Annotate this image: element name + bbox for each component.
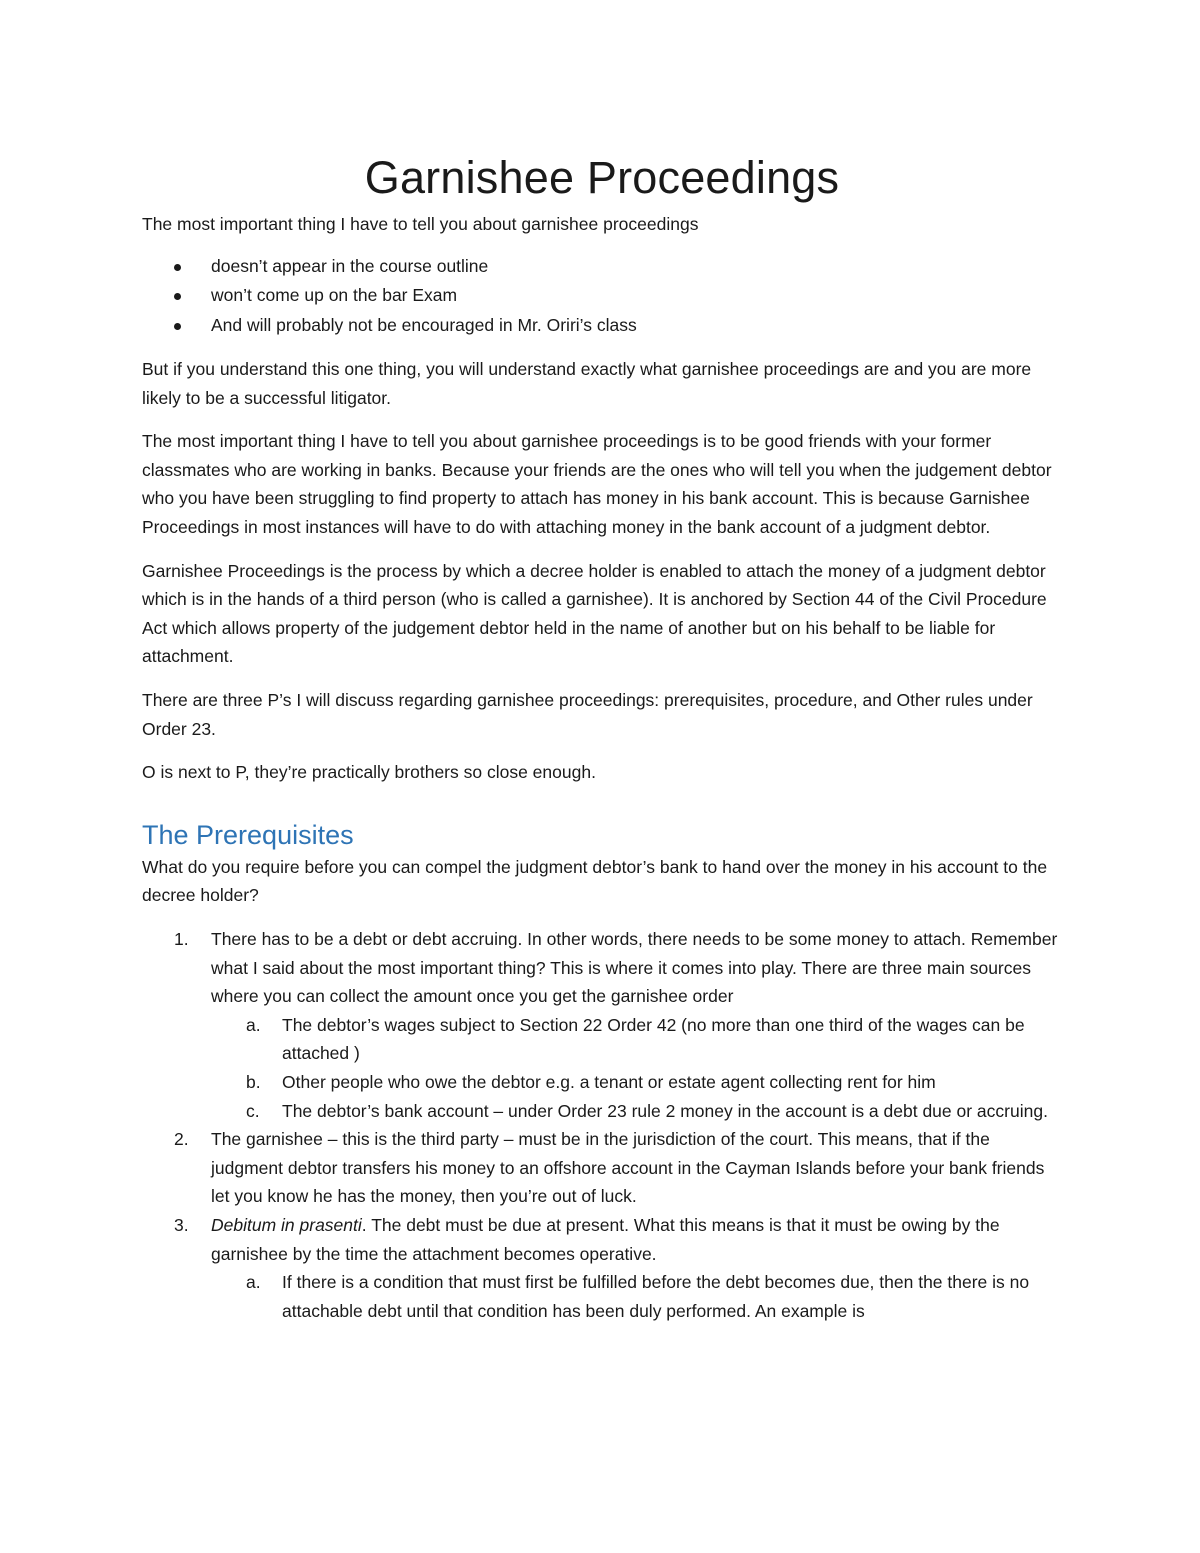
bullet-text: And will probably not be encouraged in Mr. Oriri’s class — [211, 314, 637, 335]
body-paragraph: O is next to P, they’re practically brothers so close enough. — [142, 762, 596, 783]
bullet-list — [142, 252, 1062, 341]
section-heading: The Prerequisites — [142, 819, 354, 850]
sub-list-text: Other people who owe the debtor e.g. a tenant or estate agent collecting rent for him — [282, 1071, 936, 1092]
body-paragraph: But if you understand this one thing, you will understand exactly what garnishee proceedings are and you are more likely to be a successful litigator. — [142, 359, 1032, 408]
sub-list-text: If there is a condition that must first be fulfilled before the debt becomes due, then the there is no attachable debt until that condition has been duly performed. An example is — [282, 1272, 1030, 1321]
document-title: Garnishee Proceedings — [364, 152, 840, 203]
sub-list-item — [211, 1011, 1062, 1068]
body-paragraph: The most important thing I have to tell you about garnishee proceedings is to be good friends with your former classmates who are working in banks. Because your friends are the ones who will tell you when the judgement debtor who you have been struggling to find property to attach has money in his bank account. This is because Garnishee Proceedings in most instances will have to do with attaching money in the bank account of a judgment debtor. — [142, 431, 1052, 538]
document-body — [142, 150, 1062, 1325]
sub-list-item — [211, 1068, 1062, 1097]
sub-list-text: The debtor’s wages subject to Section 22 Order 42 (no more than one third of the wages can be attached ) — [282, 1014, 1025, 1064]
list-item — [142, 925, 1062, 1125]
bullet-dot-icon — [174, 323, 181, 330]
sub-list-item — [211, 1097, 1062, 1126]
bullet-item — [142, 252, 1062, 282]
sub-list — [211, 1011, 1062, 1125]
bullet-item — [142, 281, 1062, 311]
latin-term: Debitum in prasenti — [211, 1214, 362, 1235]
list-item — [142, 1211, 1062, 1325]
intro-paragraph: The most important thing I have to tell you about garnishee proceedings — [142, 214, 699, 234]
section-question: What do you require before you can compel the judgment debtor’s bank to hand over the money in his account to the decree holder? — [142, 856, 1048, 906]
bullet-item — [142, 311, 1062, 341]
list-item-text: The garnishee – this is the third party – must be in the jurisdiction of the court. This means, that if the judgment debtor transfers his money to an offshore account in the Cayman Islands before your bank friends let you know he has the money, then you’re out of luck. — [211, 1129, 1045, 1207]
sub-list-letter: a. — [246, 1014, 261, 1035]
bullet-dot-icon — [174, 293, 181, 300]
body-paragraph: Garnishee Proceedings is the process by which a decree holder is enabled to attach the money of a judgment debtor which is in the hands of a third person (who is called a garnishee). It is anchored by Section 44 of the Civil Procedure Act which allows property of the judgement debtor held in the name of another but on his behalf to be liable for attachment. — [142, 560, 1047, 667]
bullet-dot-icon — [174, 264, 181, 271]
sub-list-letter: a. — [246, 1272, 261, 1293]
body-paragraph: There are three P’s I will discuss regarding garnishee proceedings: prerequisites, procedure, and Other rules under Order 23. — [142, 690, 1033, 739]
list-item-text: . The debt must be due at present. What this means is that it must be owing by the garnishee by the time the attachment becomes operative. — [211, 1214, 1000, 1264]
list-number: 2. — [174, 1129, 189, 1150]
list-item — [142, 1125, 1062, 1211]
list-item-text: There has to be a debt or debt accruing. In other words, there needs to be some money to attach. Remember what I said about the most important thing? This is where it comes into play. There are three main sources where you can collect the amount once you get the garnishee order — [211, 929, 1058, 1007]
list-number: 3. — [174, 1214, 189, 1235]
sub-list-item — [211, 1268, 1062, 1325]
sub-list-letter: b. — [246, 1071, 261, 1092]
list-number: 1. — [174, 929, 189, 949]
prerequisites-list — [142, 925, 1062, 1325]
bullet-text: won’t come up on the bar Exam — [211, 285, 458, 306]
sub-list-letter: c. — [246, 1100, 260, 1121]
bullet-text: doesn’t appear in the course outline — [211, 255, 489, 276]
sub-list-text: The debtor’s bank account – under Order 23 rule 2 money in the account is a debt due or accruing. — [282, 1100, 1048, 1121]
sub-list — [211, 1268, 1062, 1325]
